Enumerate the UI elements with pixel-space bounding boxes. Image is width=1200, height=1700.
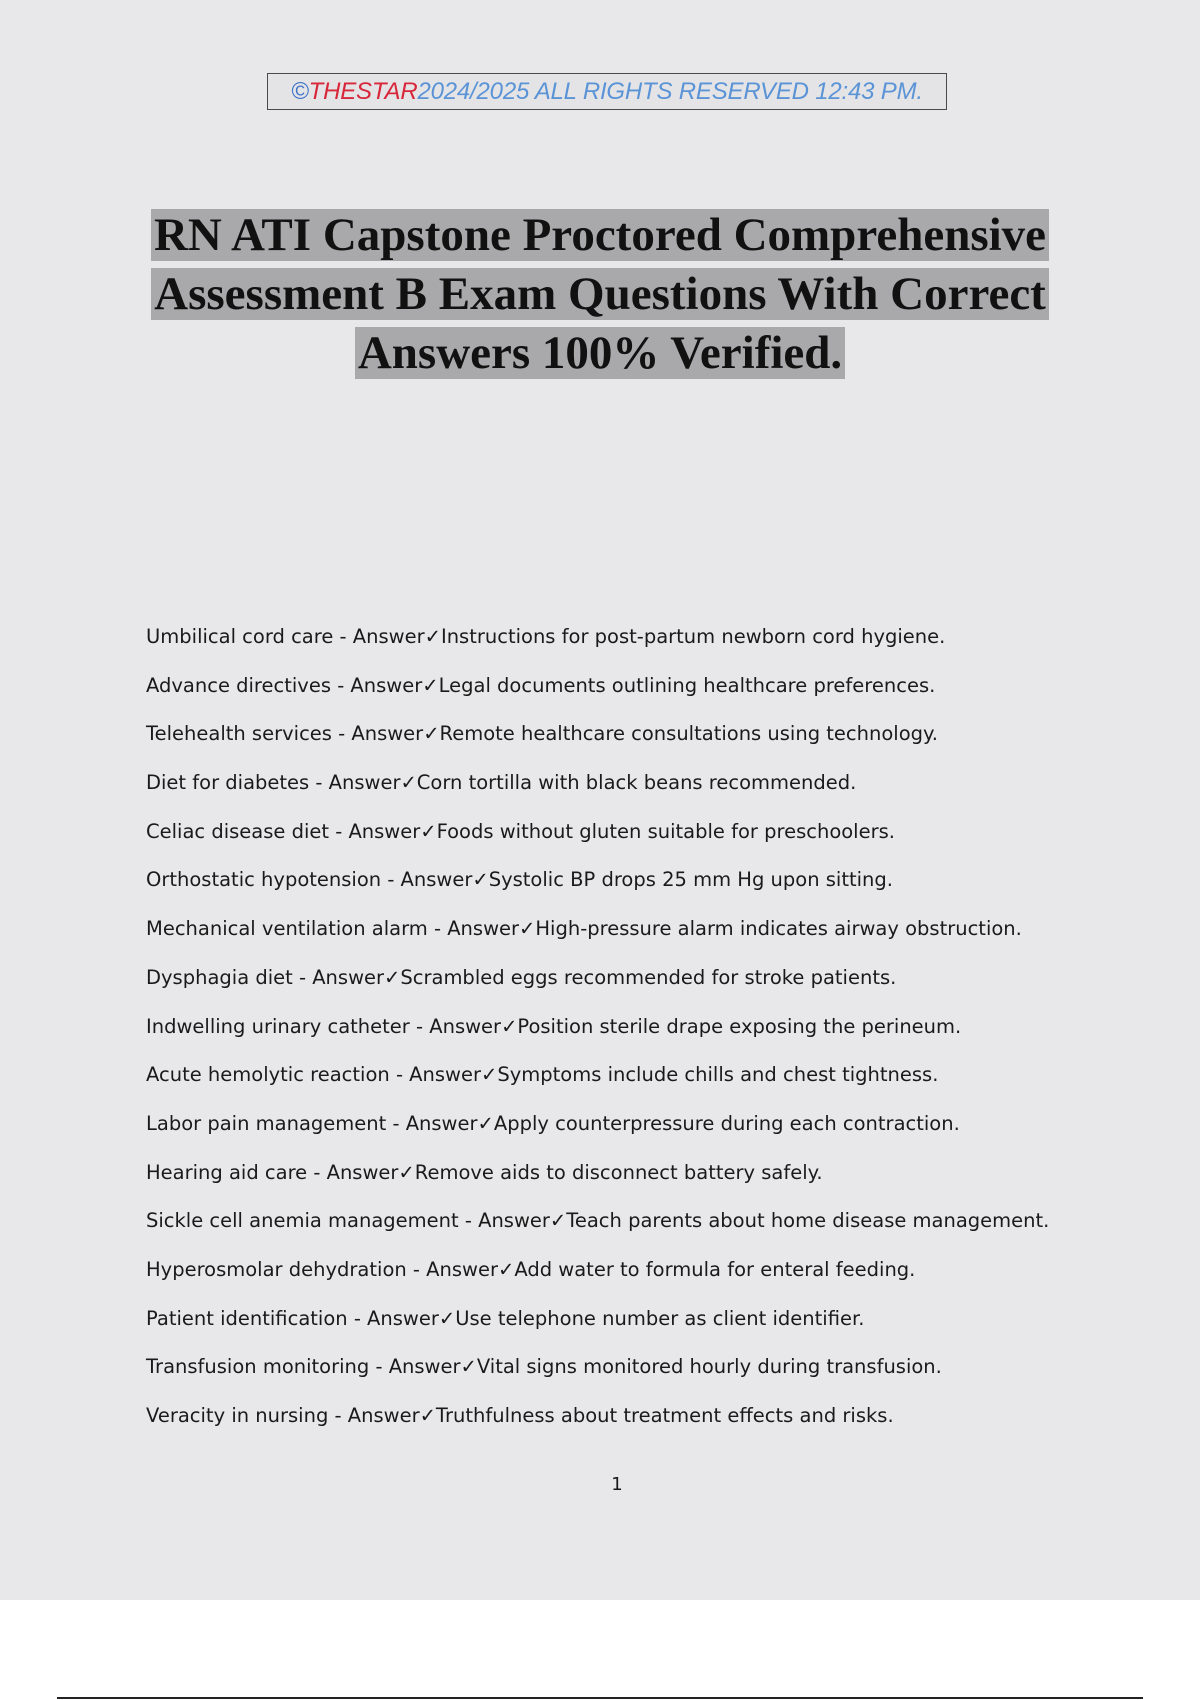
qa-item: Orthostatic hypotension - Answer✓Systolic BP drops 25 mm Hg upon sitting. xyxy=(146,868,893,892)
copyright-brand: THESTAR xyxy=(308,77,418,105)
qa-item: Labor pain management - Answer✓Apply counterpressure during each contraction. xyxy=(146,1111,960,1135)
qa-item: Acute hemolytic reaction - Answer✓Symptoms include chills and chest tightness. xyxy=(146,1063,939,1087)
copyright-text: 2024/2025 ALL RIGHTS RESERVED 12:43 PM. xyxy=(417,77,923,105)
page-divider xyxy=(57,1697,1143,1699)
qa-item: Telehealth services - Answer✓Remote healthcare consultations using technology. xyxy=(146,722,938,746)
qa-item: Mechanical ventilation alarm - Answer✓High-pressure alarm indicates airway obstruction. xyxy=(146,917,1022,941)
qa-list xyxy=(146,620,1106,1448)
qa-item: Hearing aid care - Answer✓Remove aids to disconnect battery safely. xyxy=(146,1160,823,1184)
qa-item: Advance directives - Answer✓Legal documents outlining healthcare preferences. xyxy=(146,673,936,697)
title-line-3: Answers 100% Verified. xyxy=(355,327,845,379)
title-line-1: RN ATI Capstone Proctored Comprehensive xyxy=(151,209,1049,261)
qa-item: Dysphagia diet - Answer✓Scrambled eggs recommended for stroke patients. xyxy=(146,965,897,989)
copyright-banner xyxy=(267,73,947,110)
qa-item: Indwelling urinary catheter - Answer✓Position sterile drape exposing the perineum. xyxy=(146,1014,962,1038)
qa-item: Hyperosmolar dehydration - Answer✓Add water to formula for enteral feeding. xyxy=(146,1257,916,1281)
qa-item: Patient identification - Answer✓Use telephone number as client identifier. xyxy=(146,1306,865,1330)
qa-item: Umbilical cord care - Answer✓Instructions for post-partum newborn cord hygiene. xyxy=(146,625,946,648)
page-number: 1 xyxy=(611,1474,623,1495)
copyright-symbol: © xyxy=(291,77,309,105)
title-line-2: Assessment B Exam Questions With Correct xyxy=(151,268,1049,320)
qa-item: Diet for diabetes - Answer✓Corn tortilla with black beans recommended. xyxy=(146,771,857,795)
qa-item: Transfusion monitoring - Answer✓Vital signs monitored hourly during transfusion. xyxy=(146,1355,942,1379)
qa-item: Sickle cell anemia management - Answer✓Teach parents about home disease management. xyxy=(146,1209,1050,1233)
qa-item: Celiac disease diet - Answer✓Foods without gluten suitable for preschoolers. xyxy=(146,819,895,843)
qa-item: Veracity in nursing - Answer✓Truthfulness about treatment effects and risks. xyxy=(146,1404,894,1427)
document-title xyxy=(100,206,1100,383)
